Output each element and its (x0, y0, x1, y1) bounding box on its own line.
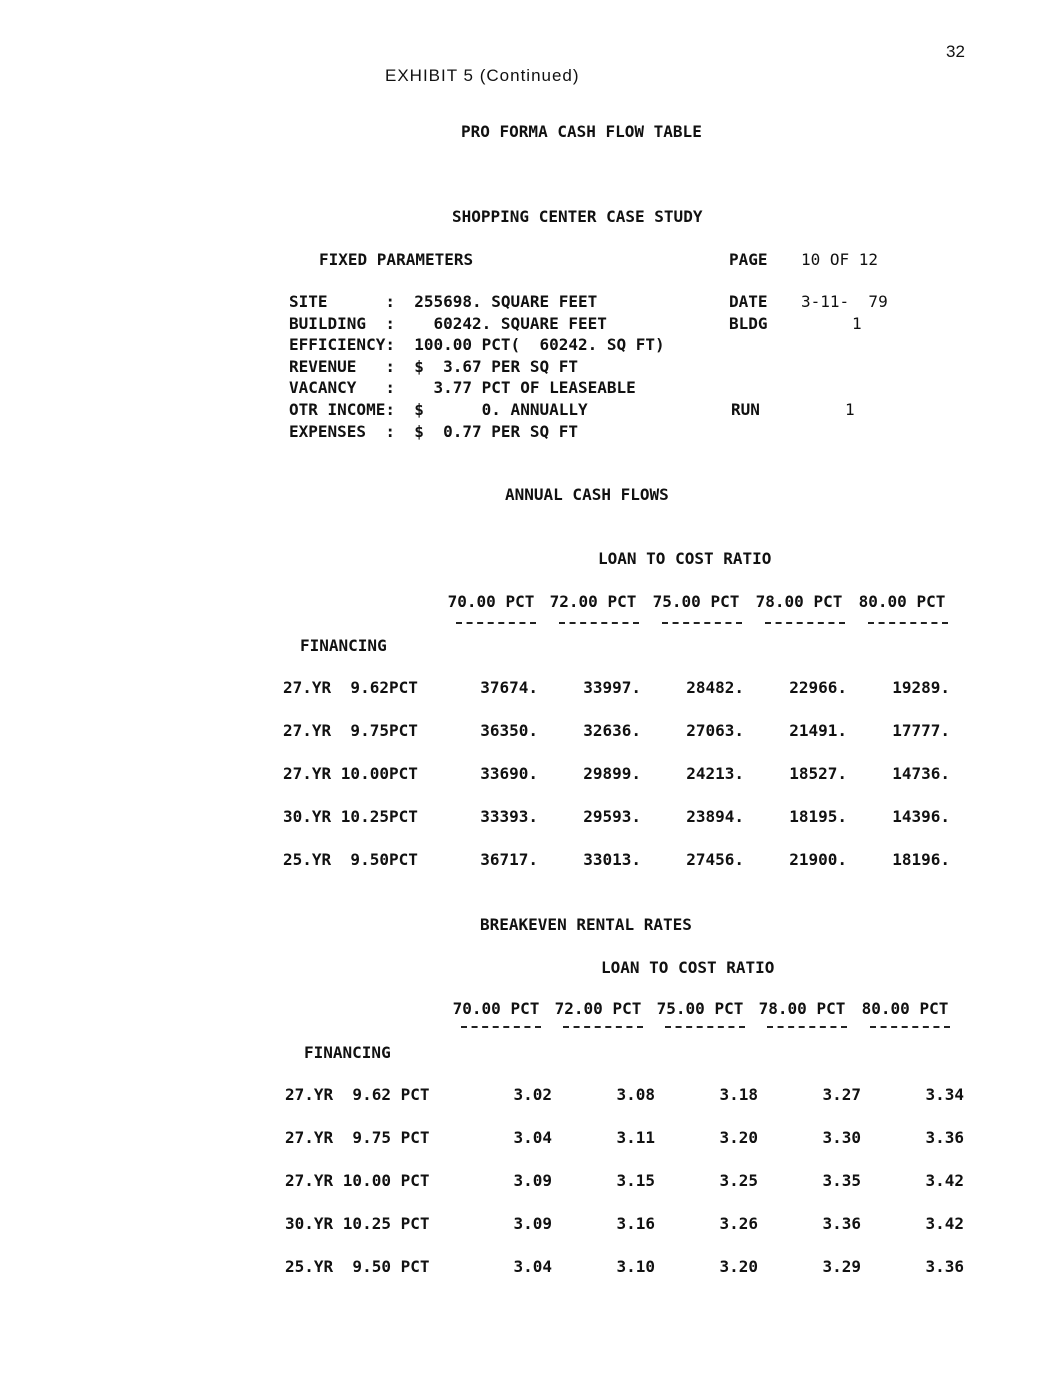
table-cell: 19289. (892, 678, 950, 697)
table-cell: 18527. (789, 764, 847, 783)
column-rule (563, 1026, 643, 1028)
breakeven-col-72: 72.00 PCT (554, 999, 642, 1018)
table-cell: 3.09 (513, 1214, 552, 1233)
cash-flows-col-72: 72.00 PCT (549, 592, 637, 611)
breakeven-financing-label: FINANCING (304, 1043, 391, 1062)
param-site: SITE : 255698. SQUARE FEET (289, 292, 598, 311)
table-cell: 24213. (686, 764, 744, 783)
table-cell: 21900. (789, 850, 847, 869)
table-cell: 3.36 (925, 1128, 964, 1147)
row-label: 27.YR 9.75PCT (283, 721, 418, 740)
param-efficiency: EFFICIENCY: 100.00 PCT( 60242. SQ FT) (289, 335, 665, 354)
table-cell: 18195. (789, 807, 847, 826)
table-cell: 3.42 (925, 1214, 964, 1233)
table-cell: 3.29 (822, 1257, 861, 1276)
column-rule (767, 1026, 847, 1028)
table-cell: 3.16 (616, 1214, 655, 1233)
cash-flows-col-75: 75.00 PCT (652, 592, 740, 611)
document-title: PRO FORMA CASH FLOW TABLE (461, 122, 702, 141)
breakeven-col-78: 78.00 PCT (758, 999, 846, 1018)
table-cell: 3.04 (513, 1128, 552, 1147)
cash-flows-col-80: 80.00 PCT (858, 592, 946, 611)
table-cell: 27063. (686, 721, 744, 740)
table-cell: 14736. (892, 764, 950, 783)
row-label: 25.YR 9.50PCT (283, 850, 418, 869)
breakeven-col-70: 70.00 PCT (452, 999, 540, 1018)
cash-flows-col-78: 78.00 PCT (755, 592, 843, 611)
param-building: BUILDING : 60242. SQUARE FEET (289, 314, 607, 333)
table-cell: 3.18 (719, 1085, 758, 1104)
table-cell: 29899. (583, 764, 641, 783)
page-number: 32 (946, 42, 965, 61)
param-expenses: EXPENSES : $ 0.77 PER SQ FT (289, 422, 578, 441)
row-label: 27.YR 9.62 PCT (285, 1085, 430, 1104)
table-cell: 33013. (583, 850, 641, 869)
table-cell: 18196. (892, 850, 950, 869)
row-label: 30.YR 10.25 PCT (285, 1214, 430, 1233)
date-value: 3-11- 79 (801, 292, 888, 311)
param-revenue: REVENUE : $ 3.67 PER SQ FT (289, 357, 578, 376)
column-rule (665, 1026, 745, 1028)
page-value: 10 OF 12 (801, 250, 879, 269)
page-label: PAGE (729, 250, 768, 269)
table-cell: 3.10 (616, 1257, 655, 1276)
row-label: 30.YR 10.25PCT (283, 807, 418, 826)
table-cell: 22966. (789, 678, 847, 697)
breakeven-ratio-label: LOAN TO COST RATIO (601, 958, 775, 977)
table-cell: 29593. (583, 807, 641, 826)
table-cell: 33997. (583, 678, 641, 697)
table-cell: 3.26 (719, 1214, 758, 1233)
column-rule (559, 622, 639, 624)
param-other-income: OTR INCOME: $ 0. ANNUALLY (289, 400, 588, 419)
table-cell: 3.04 (513, 1257, 552, 1276)
row-label: 27.YR 10.00PCT (283, 764, 418, 783)
cash-flows-ratio-label: LOAN TO COST RATIO (598, 549, 772, 568)
row-label: 27.YR 9.62PCT (283, 678, 418, 697)
breakeven-col-75: 75.00 PCT (656, 999, 744, 1018)
table-cell: 3.20 (719, 1128, 758, 1147)
table-cell: 17777. (892, 721, 950, 740)
table-cell: 3.11 (616, 1128, 655, 1147)
row-label: 25.YR 9.50 PCT (285, 1257, 430, 1276)
cash-flows-col-70: 70.00 PCT (447, 592, 535, 611)
table-cell: 3.30 (822, 1128, 861, 1147)
table-cell: 27456. (686, 850, 744, 869)
table-cell: 3.15 (616, 1171, 655, 1190)
table-cell: 36717. (480, 850, 538, 869)
cash-flows-financing-label: FINANCING (300, 636, 387, 655)
run-label: RUN (731, 400, 760, 419)
document-subtitle: SHOPPING CENTER CASE STUDY (452, 207, 703, 226)
breakeven-col-80: 80.00 PCT (861, 999, 949, 1018)
column-rule (868, 622, 948, 624)
column-rule (461, 1026, 541, 1028)
row-label: 27.YR 9.75 PCT (285, 1128, 430, 1147)
column-rule (662, 622, 742, 624)
date-label: DATE (729, 292, 768, 311)
table-cell: 3.36 (925, 1257, 964, 1276)
table-cell: 33690. (480, 764, 538, 783)
table-cell: 3.09 (513, 1171, 552, 1190)
bldg-value: 1 (852, 314, 862, 333)
table-cell: 33393. (480, 807, 538, 826)
bldg-label: BLDG (729, 314, 768, 333)
table-cell: 3.27 (822, 1085, 861, 1104)
param-vacancy: VACANCY : 3.77 PCT OF LEASEABLE (289, 378, 636, 397)
column-rule (765, 622, 845, 624)
exhibit-label: EXHIBIT 5 (Continued) (385, 66, 580, 85)
table-cell: 3.08 (616, 1085, 655, 1104)
table-cell: 21491. (789, 721, 847, 740)
breakeven-heading: BREAKEVEN RENTAL RATES (480, 915, 692, 934)
column-rule (456, 622, 536, 624)
column-rule (870, 1026, 950, 1028)
table-cell: 37674. (480, 678, 538, 697)
row-label: 27.YR 10.00 PCT (285, 1171, 430, 1190)
table-cell: 14396. (892, 807, 950, 826)
table-cell: 3.02 (513, 1085, 552, 1104)
fixed-parameters-heading: FIXED PARAMETERS (319, 250, 474, 269)
table-cell: 3.20 (719, 1257, 758, 1276)
table-cell: 36350. (480, 721, 538, 740)
table-cell: 3.36 (822, 1214, 861, 1233)
table-cell: 28482. (686, 678, 744, 697)
table-cell: 3.35 (822, 1171, 861, 1190)
cash-flows-heading: ANNUAL CASH FLOWS (505, 485, 669, 504)
table-cell: 32636. (583, 721, 641, 740)
table-cell: 23894. (686, 807, 744, 826)
table-cell: 3.34 (925, 1085, 964, 1104)
table-cell: 3.25 (719, 1171, 758, 1190)
table-cell: 3.42 (925, 1171, 964, 1190)
run-value: 1 (845, 400, 855, 419)
